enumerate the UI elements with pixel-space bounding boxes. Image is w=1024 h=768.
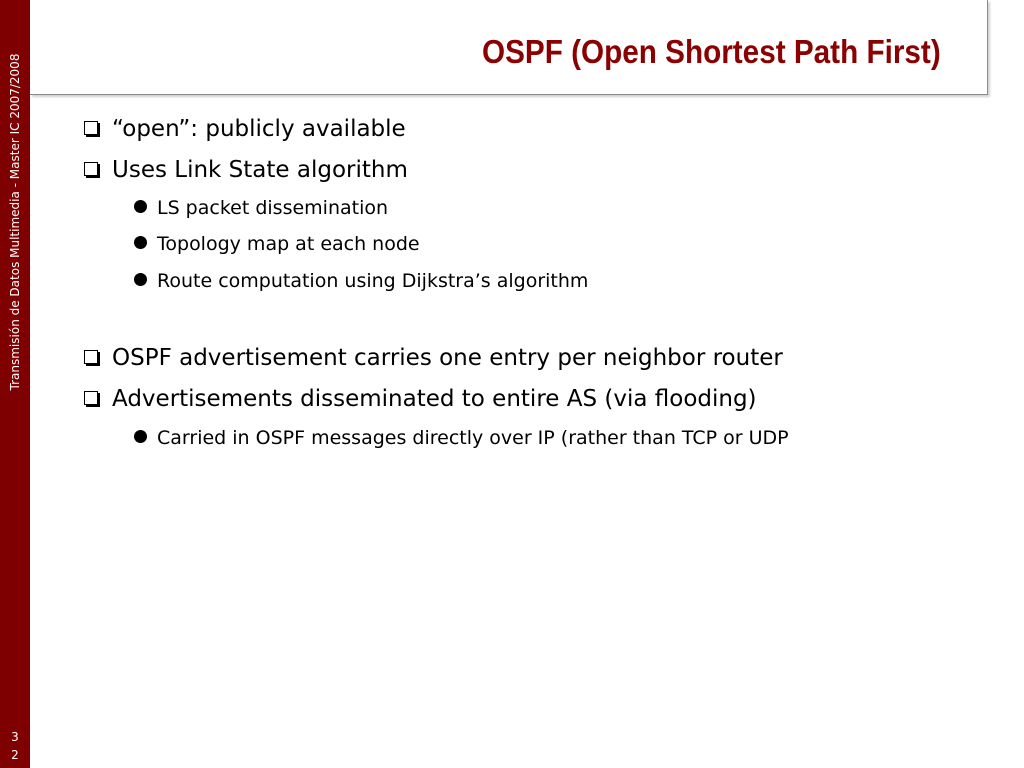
dot-bullet-icon	[134, 200, 147, 213]
sub-bullet-item	[134, 231, 420, 257]
bullet-text: “open”: publicly available	[112, 116, 406, 142]
square-bullet-icon	[84, 121, 98, 135]
dot-bullet-icon	[134, 236, 147, 249]
bullet-item	[84, 343, 783, 373]
bullet-text: Topology map at each node	[157, 233, 420, 255]
bullet-text: Uses Link State algorithm	[112, 157, 408, 183]
square-bullet-icon	[84, 162, 98, 176]
bullet-text: OSPF advertisement carries one entry per neighbor router	[112, 345, 783, 371]
sub-bullet-item	[134, 195, 388, 221]
sub-bullet-item	[134, 425, 789, 451]
bullet-item	[84, 155, 408, 185]
bullet-item	[84, 384, 757, 414]
bullet-text: Advertisements disseminated to entire AS (via flooding)	[112, 386, 757, 412]
dot-bullet-icon	[134, 430, 147, 443]
sidebar	[0, 0, 30, 768]
sidebar-footer-text: Transmisión de Datos Multimedia - Master IC 2007/2008	[8, 53, 22, 391]
bullet-text: LS packet dissemination	[157, 197, 389, 219]
slide-title: OSPF (Open Shortest Path First)	[482, 33, 941, 70]
bullet-item	[84, 114, 406, 144]
square-bullet-icon	[84, 391, 98, 405]
page-number-digit: 3	[11, 730, 19, 744]
square-bullet-icon	[84, 350, 98, 364]
title-frame	[30, 0, 988, 95]
bullet-text: Carried in OSPF messages directly over IP (rather than TCP or UDP	[157, 427, 789, 449]
sub-bullet-item	[134, 268, 588, 294]
dot-bullet-icon	[134, 273, 147, 286]
page-number-digit: 2	[11, 748, 19, 762]
bullet-text: Route computation using Dijkstra’s algorithm	[157, 270, 589, 292]
